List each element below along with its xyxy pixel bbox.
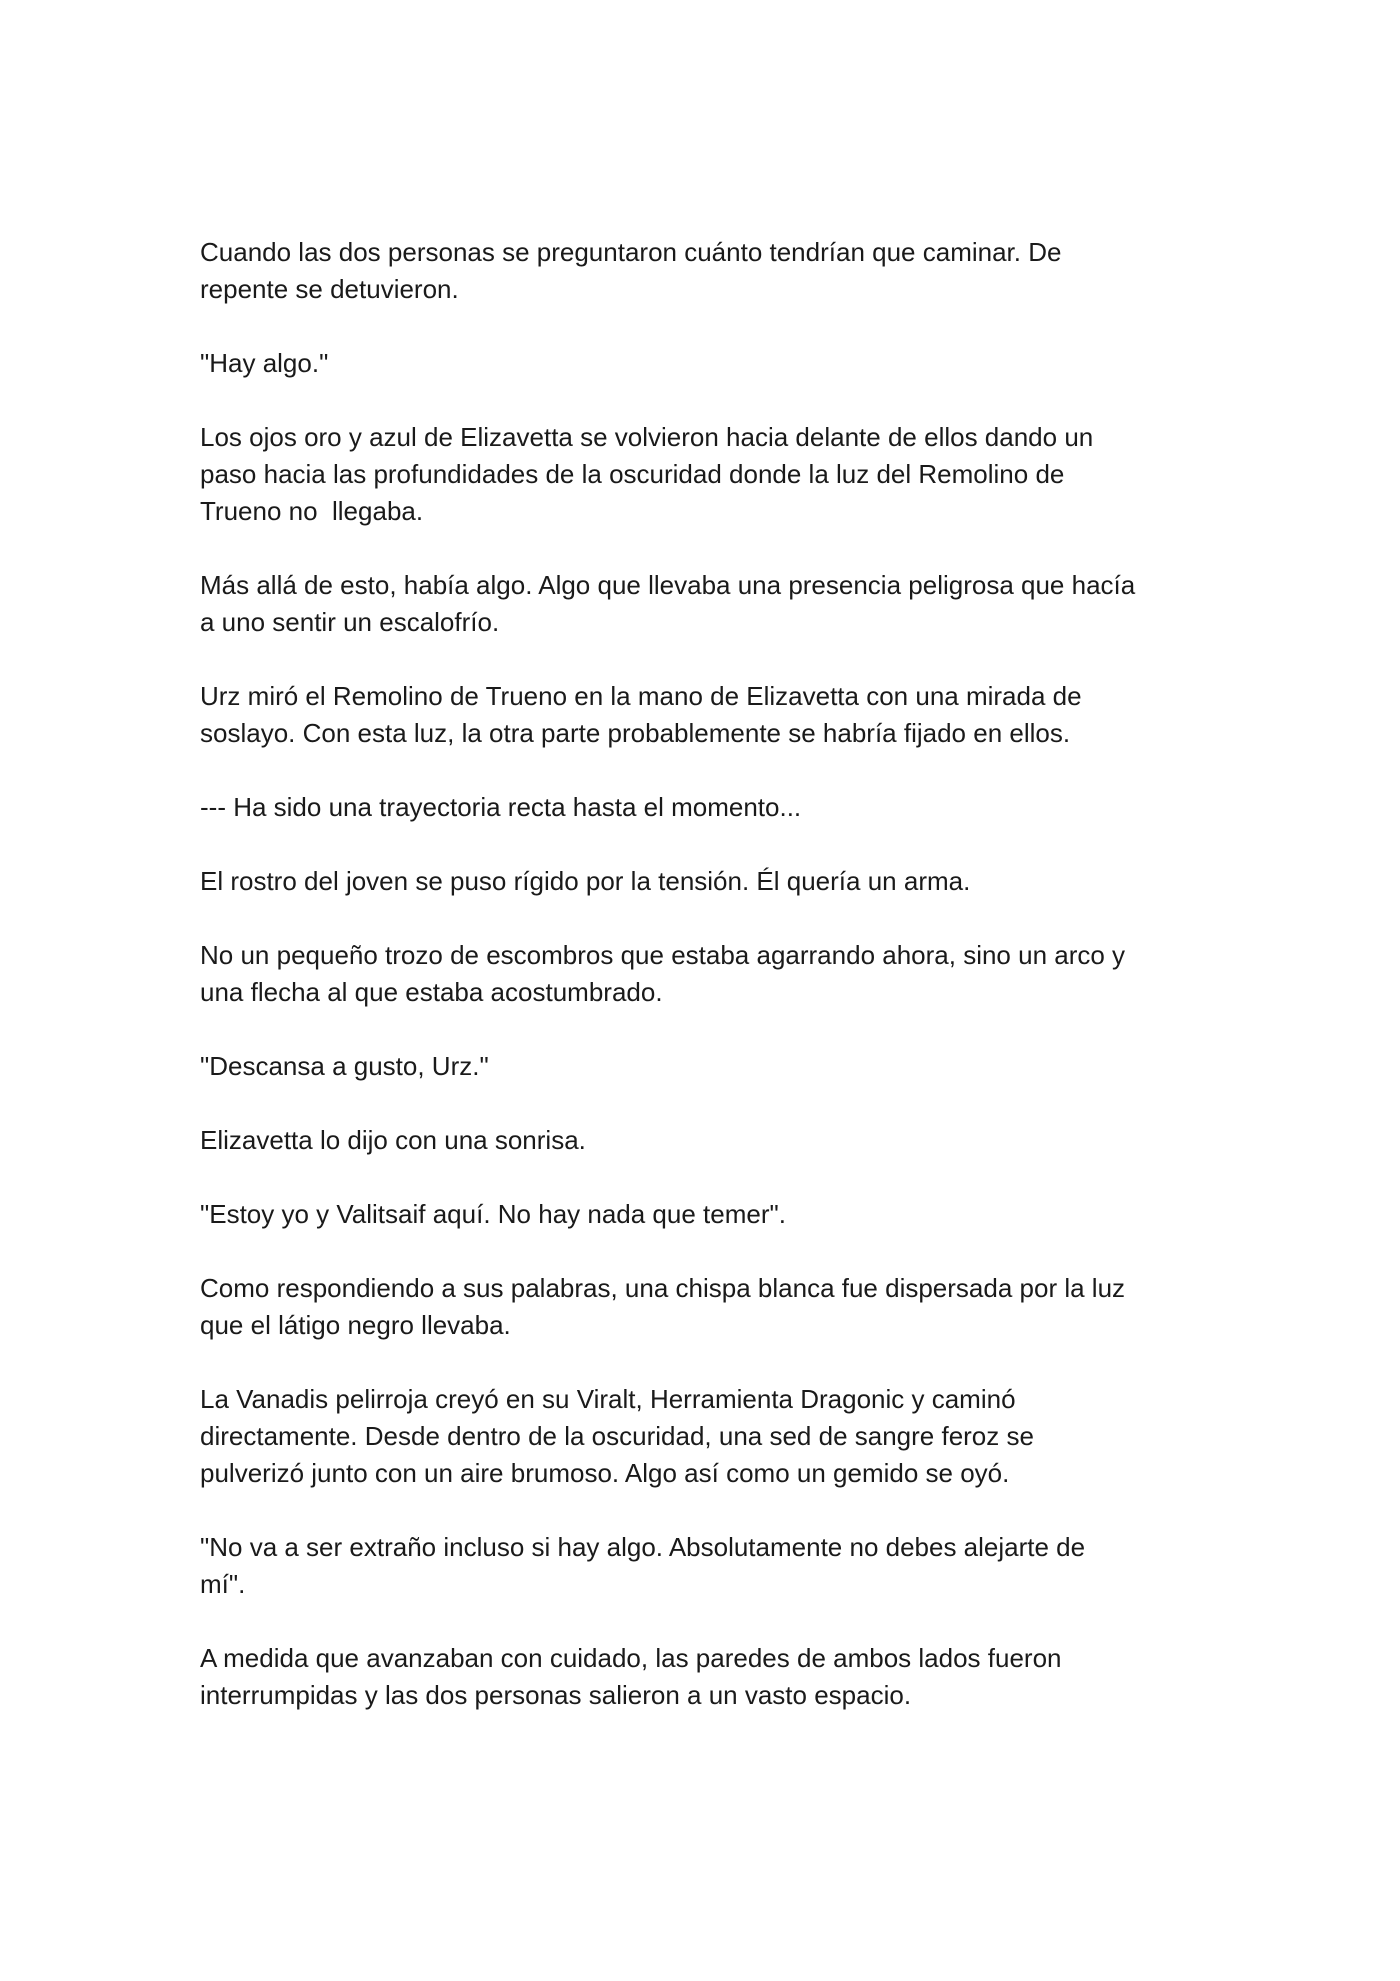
paragraph: Urz miró el Remolino de Trueno en la mano de Elizavetta con una mirada de soslayo. Con esta luz, la otra parte probablemente se habría fijado en ellos.: [200, 681, 1082, 748]
paragraph: "Descansa a gusto, Urz.": [200, 1051, 489, 1081]
paragraph: No un pequeño trozo de escombros que estaba agarrando ahora, sino un arco y una flecha al que estaba acostumbrado.: [200, 940, 1126, 1007]
paragraph: "Hay algo.": [200, 348, 329, 378]
paragraph: El rostro del joven se puso rígido por la tensión. Él quería un arma.: [200, 866, 971, 896]
paragraph: Elizavetta lo dijo con una sonrisa.: [200, 1125, 586, 1155]
paragraph: Cuando las dos personas se preguntaron cuánto tendrían que caminar. De repente se detuvieron.: [200, 237, 1062, 304]
paragraph: "No va a ser extraño incluso si hay algo. Absolutamente no debes alejarte de mí".: [200, 1532, 1086, 1599]
paragraph: --- Ha sido una trayectoria recta hasta el momento...: [200, 792, 802, 822]
paragraph: Más allá de esto, había algo. Algo que llevaba una presencia peligrosa que hacía a uno sentir un escalofrío.: [200, 570, 1136, 637]
paragraph: Como respondiendo a sus palabras, una chispa blanca fue dispersada por la luz que el látigo negro llevaba.: [200, 1273, 1126, 1340]
paragraph: "Estoy yo y Valitsaif aquí. No hay nada que temer".: [200, 1199, 786, 1229]
paragraph: La Vanadis pelirroja creyó en su Viralt, Herramienta Dragonic y caminó directamente. Desde dentro de la oscuridad, una sed de sangre feroz se pulverizó junto con un aire brumoso. Algo así como un gemido se oyó.: [200, 1384, 1034, 1488]
document-body: [200, 234, 1200, 1714]
paragraph: Los ojos oro y azul de Elizavetta se volvieron hacia delante de ellos dando un paso hacia las profundidades de la oscuridad donde la luz del Remolino de Trueno no llegaba.: [200, 422, 1094, 526]
paragraph: A medida que avanzaban con cuidado, las paredes de ambos lados fueron interrumpidas y las dos personas salieron a un vasto espacio.: [200, 1643, 1062, 1710]
